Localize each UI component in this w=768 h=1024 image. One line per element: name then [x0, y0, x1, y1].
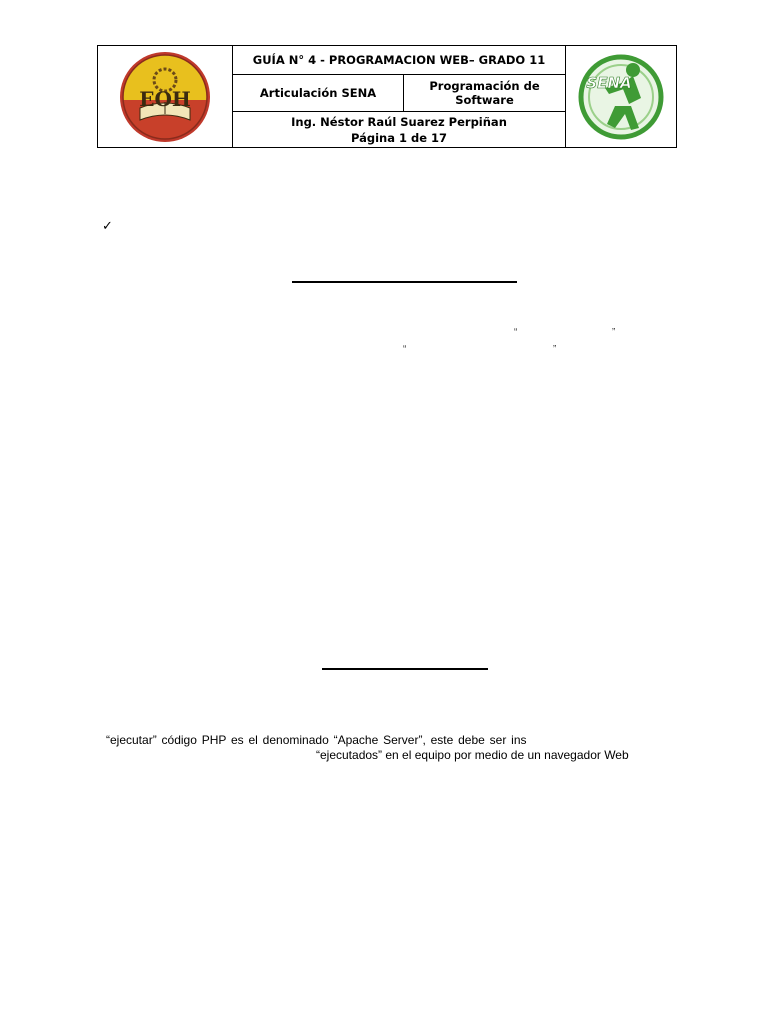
crest-lettering: EOH — [139, 86, 191, 111]
right-logo-cell — [566, 46, 677, 148]
section-heading-underline — [322, 668, 488, 670]
section-heading-underline — [292, 281, 517, 283]
left-logo-cell — [98, 46, 233, 148]
sena-logo — [575, 54, 667, 140]
close-quote: ” — [612, 327, 616, 338]
guide-title: GUÍA N° 4 - PROGRAMACION WEB– GRADO 11 — [233, 46, 566, 75]
checkmark-bullet: ✓ — [102, 219, 113, 234]
program-label: Articulación SENA — [233, 75, 404, 112]
document-header — [97, 45, 677, 148]
subject-label: Programación de Software — [404, 75, 566, 112]
author-page-cell — [233, 112, 566, 148]
open-quote: “ — [514, 327, 518, 338]
body-text-line: “ejecutar” código PHP es el denominado “Apache Server”, este debe ser ins — [106, 733, 527, 747]
open-quote: “ — [403, 344, 407, 355]
author-name: Ing. Néstor Raúl Suarez Perpiñan — [291, 114, 507, 129]
close-quote: ” — [553, 344, 557, 355]
sena-wordmark: SENA — [586, 73, 632, 92]
page-number: Página 1 de 17 — [350, 130, 448, 145]
school-crest-logo — [118, 50, 212, 144]
body-text-line: “ejecutados” en el equipo por medio de un navegador Web — [316, 748, 629, 762]
